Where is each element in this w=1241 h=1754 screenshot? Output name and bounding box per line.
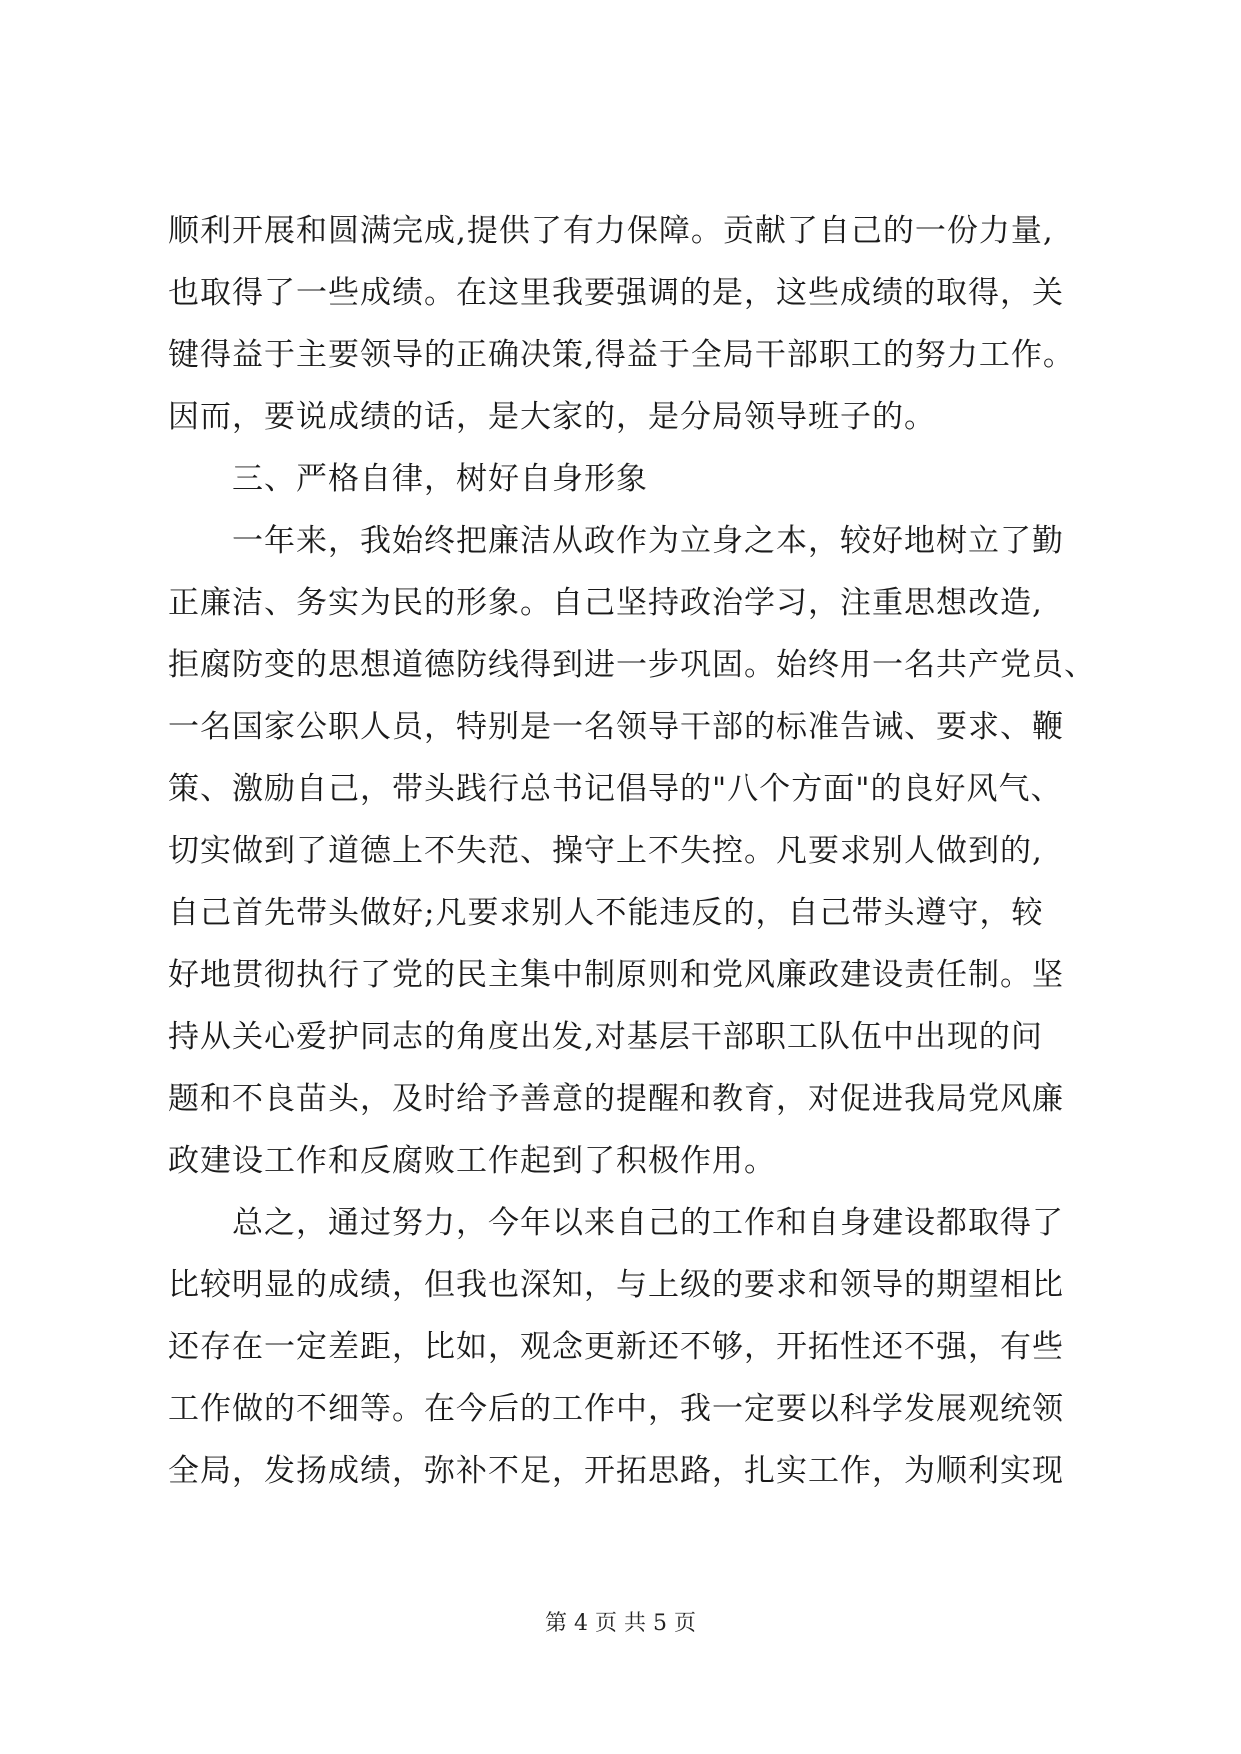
body-line-6: 一年来，我始终把廉洁从政作为立身之本，较好地树立了勤 [168,523,1064,559]
body-line-3: 键得益于主要领导的正确决策,得益于全局干部职工的努力工作。 [168,337,1075,373]
page-footer [0,1606,1241,1637]
body-line-11: 切实做到了道德上不失范、操守上不失控。凡要求别人做到的, [168,833,1043,869]
body-line-1: 顺利开展和圆满完成,提供了有力保障。贡献了自己的一份力量, [168,213,1054,249]
document-body [168,200,1128,1502]
body-line-12: 自己首先带头做好;凡要求别人不能违反的，自己带头遵守，较 [168,895,1044,931]
body-line-15: 题和不良苗头，及时给予善意的提醒和教育，对促进我局党风廉 [168,1081,1064,1117]
body-line-17: 总之，通过努力，今年以来自己的工作和自身建设都取得了 [168,1205,1064,1241]
body-line-7: 正廉洁、务实为民的形象。自己坚持政治学习，注重思想改造, [168,585,1043,621]
page-number-label: 第 4 页 共 5 页 [545,1611,696,1636]
body-line-9: 一名国家公职人员，特别是一名领导干部的标准告诫、要求、鞭 [168,709,1064,745]
body-line-21: 全局，发扬成绩，弥补不足，开拓思路，扎实工作，为顺利实现 [168,1453,1064,1489]
body-line-14: 持从关心爱护同志的角度出发,对基层干部职工队伍中出现的问 [168,1019,1043,1055]
body-line-18: 比较明显的成绩，但我也深知，与上级的要求和领导的期望相比 [168,1267,1064,1303]
body-line-4: 因而，要说成绩的话，是大家的，是分局领导班子的。 [168,399,936,435]
section-heading: 三、严格自律，树好自身形象 [168,461,648,497]
body-line-2: 也取得了一些成绩。在这里我要强调的是，这些成绩的取得，关 [168,275,1064,311]
body-line-10: 策、激励自己，带头践行总书记倡导的"八个方面"的良好风气、 [168,771,1063,807]
body-line-13: 好地贯彻执行了党的民主集中制原则和党风廉政建设责任制。坚 [168,957,1064,993]
body-line-8: 拒腐防变的思想道德防线得到进一步巩固。始终用一名共产党员、 [168,647,1096,683]
body-line-16: 政建设工作和反腐败工作起到了积极作用。 [168,1143,776,1179]
body-line-20: 工作做的不细等。在今后的工作中，我一定要以科学发展观统领 [168,1391,1064,1427]
body-line-19: 还存在一定差距，比如，观念更新还不够，开拓性还不强，有些 [168,1329,1064,1365]
